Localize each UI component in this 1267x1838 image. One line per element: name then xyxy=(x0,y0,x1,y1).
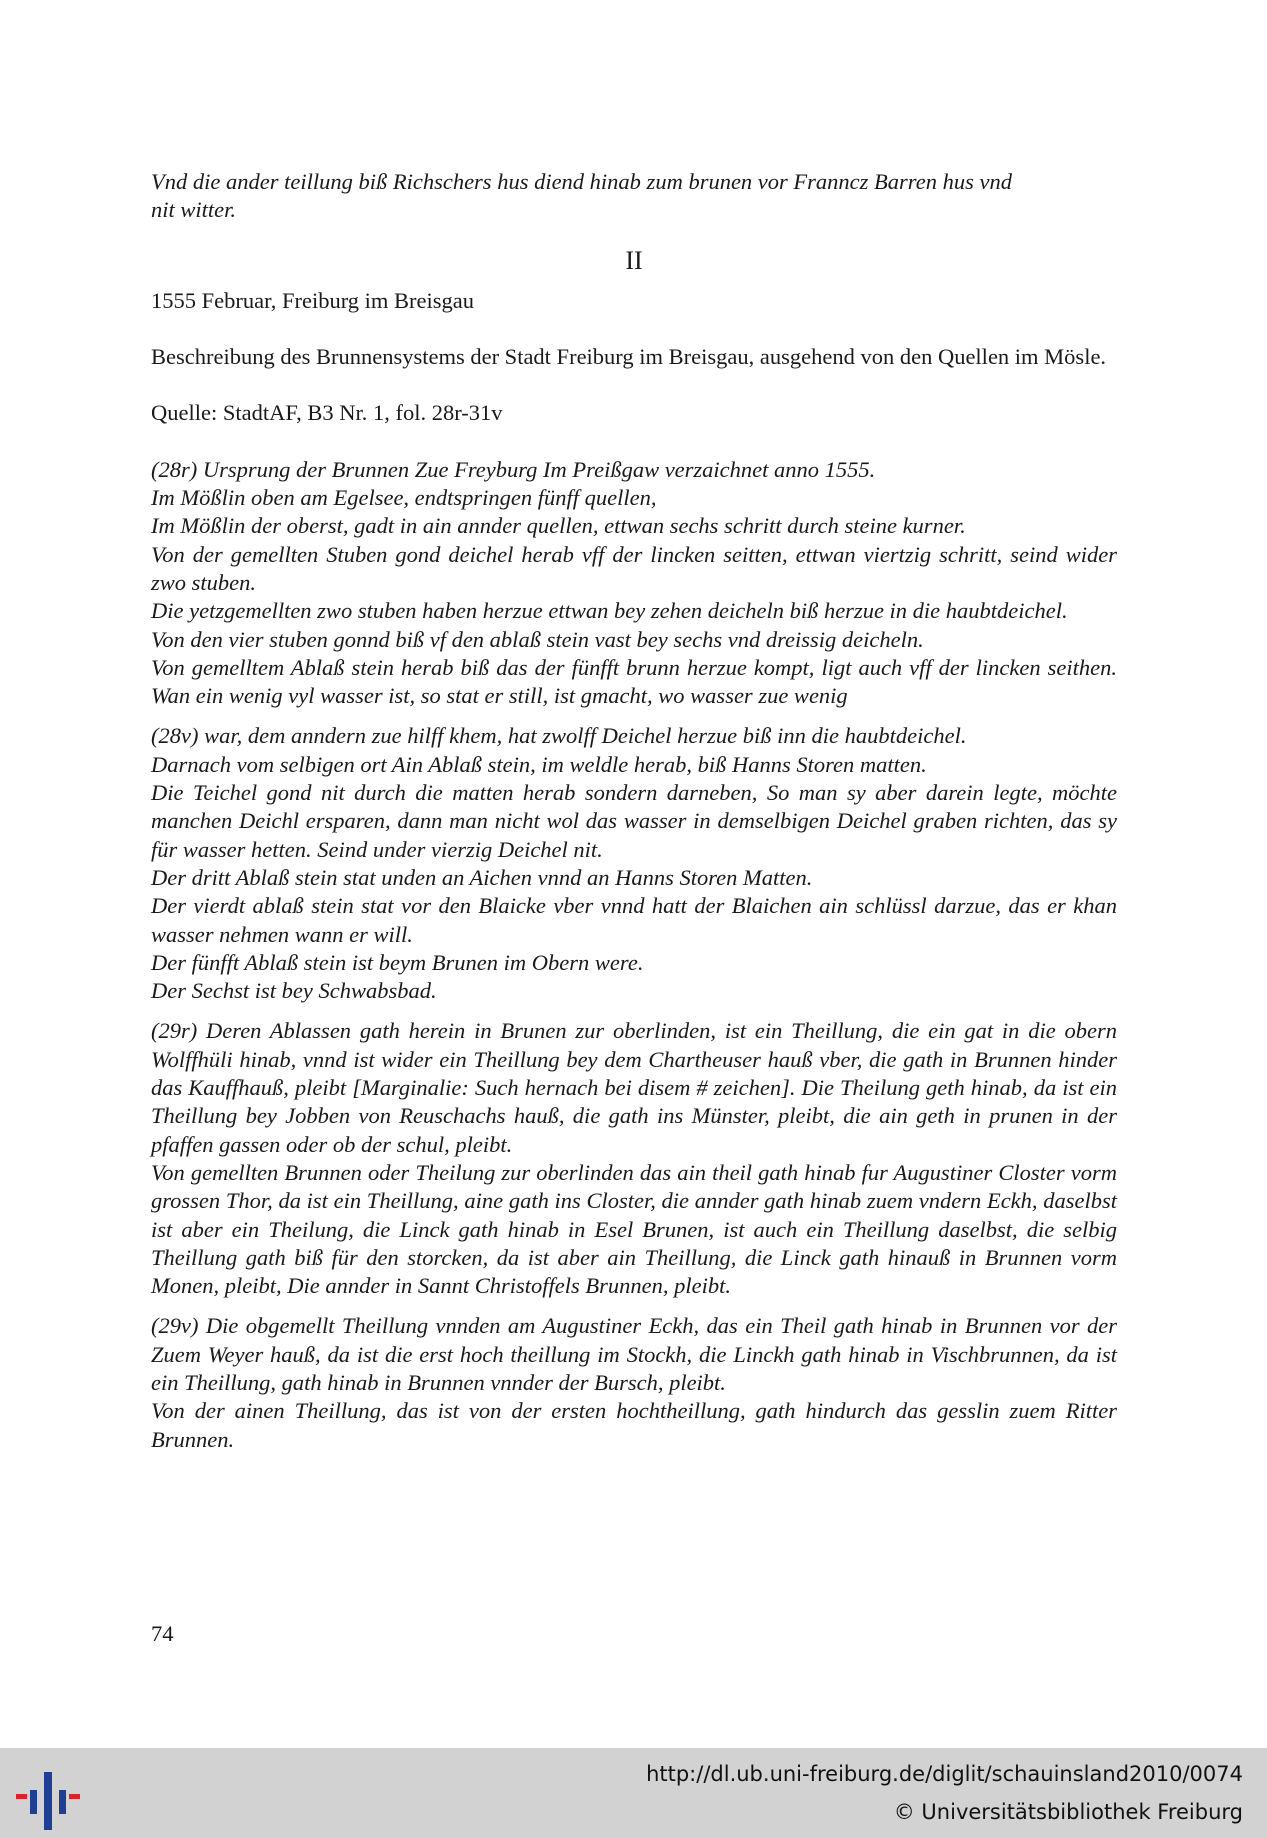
intro-text xyxy=(151,168,1117,225)
copyright: © Universitätsbibliothek Freiburg xyxy=(893,1800,1243,1824)
line-28v-0: (28v) war, dem anndern zue hilff khem, hat zwolff Deichel herzue biß inn die haubtdeichel. xyxy=(151,723,967,749)
intro-line-2: nit witter. xyxy=(151,197,237,223)
section-28r xyxy=(151,456,1117,711)
line-28v-4: Der vierdt ablaß stein stat vor den Blaicke vber vnnd hatt der Blaichen ain schlüssl darzue, das er khan wasser nehmen wann er will. xyxy=(151,893,1117,947)
source-line: Quelle: StadtAF, B3 Nr. 1, fol. 28r-31v xyxy=(151,400,503,426)
line-28v-3: Der dritt Ablaß stein stat unden an Aichen vnnd an Hanns Storen Matten. xyxy=(151,864,813,890)
line-29r-1: Von gemellten Brunnen oder Theilung zur oberlinden das ain theil gath hinab fur Augustiner Closter vorm grossen Thor, da ist ein Theillung, aine gath ins Closter, die annder gath hinab zuem vndern Eckh, daselbst ist aber ein Theilung, die Linck gath hinab in Esel Brunen, ist auch ein Theillung daselbst, die selbig Theillung gath biß für den storcken, da ist aber ain Theillung, die Linck gath hinauß in Brunnen vorm Monen, pleibt, Die annder in Sannt Christoffels Brunnen, pleibt. xyxy=(151,1159,1117,1299)
line-28r-6: Von gemelltem Ablaß stein herab biß das der fünfft brunn herzue kompt, ligt auch vff der lincken seithen. Wan ein wenig vyl wasser ist, so stat er still, ist gmacht, wo wasser zue wenig xyxy=(151,654,1117,709)
document-body xyxy=(151,168,1117,1454)
line-29v-1: Von der ainen Theillung, das ist von der ersten hochtheillung, gath hindurch das gesslin zuem Ritter Brunnen. xyxy=(151,1398,1117,1452)
date-line: 1555 Februar, Freiburg im Breisgau xyxy=(151,287,475,313)
line-28r-0: (28r) Ursprung der Brunnen Zue Freyburg Im Preißgaw verzaichnet anno 1555. xyxy=(151,456,876,482)
page-number: 74 xyxy=(151,1621,174,1646)
line-29v-0: (29v) Die obgemellt Theillung vnnden am Augustiner Eckh, das ein Theil gath hinab in Brunnen vor der Zuem Weyer hauß, da ist die erst hoch theillung im Stockh, die Linckh gath hinab in Vischbrunnen, da ist ein Theillung, gath hinab in Brunnen vnnder der Bursch, pleibt. xyxy=(151,1313,1117,1395)
line-28v-1: Darnach vom selbigen ort Ain Ablaß stein, im weldle herab, biß Hanns Storen matten. xyxy=(151,751,927,777)
line-28r-3: Von der gemellten Stuben gond deichel herab vff der lincken seitten, ettwan viertzig schritt, seind wider zwo stuben. xyxy=(151,541,1117,595)
line-28v-2: Die Teichel gond nit durch die matten herab sondern darneben, So man sy aber darein legte, möchte manchen Deichl ersparen, dann man nicht wol das wasser in demselbigen Deichel graben richten, das sy für wasser hetten. Seind under vierzig Deichel nit. xyxy=(151,780,1117,862)
footer-bar xyxy=(0,1748,1267,1838)
chapter-number: II xyxy=(625,245,643,275)
line-28r-2: Im Mößlin der oberst, gadt in ain annder quellen, ettwan sechs schritt durch steine kurner. xyxy=(151,513,966,539)
section-28v xyxy=(151,722,1117,1005)
section-29r xyxy=(151,1017,1117,1300)
line-28v-5: Der fünfft Ablaß stein ist beym Brunen im Obern were. xyxy=(151,949,644,975)
source-url[interactable]: http://dl.ub.uni-freiburg.de/diglit/schauinsland2010/0074 xyxy=(646,1762,1243,1786)
line-28v-6: Der Sechst ist bey Schwabsbad. xyxy=(151,978,437,1004)
description: Beschreibung des Brunnensystems der Stadt Freiburg im Breisgau, ausgehend von den Quellen im Mösle. xyxy=(151,344,1107,370)
line-29r-0: (29r) Deren Ablassen gath herein in Brunen zur oberlinden, ist ein Theillung, die ein gat in die obern Wolffhüli hinab, vnnd ist wider ein Theillung bey dem Chartheuser hauß vber, die gath in Brunnen hinder das Kauffhauß, pleibt [Marginalie: Such hernach bei disem # zeichen]. Die Theilung geth hinab, da ist ein Theillung bey Jobben von Reuschachs hauß, die gath ins Münster, pleibt, die ain geth in prunen in der pfaffen gassen oder ob der schul, pleibt. xyxy=(151,1018,1117,1157)
line-28r-5: Von den vier stuben gonnd biß vf den ablaß stein vast bey sechs vnd dreissig deicheln. xyxy=(151,626,924,652)
line-28r-1: Im Mößlin oben am Egelsee, endtspringen fünff quellen, xyxy=(151,485,657,511)
line-28r-4: Die yetzgemellten zwo stuben haben herzue ettwan bey zehen deicheln biß herzue in die haubtdeichel. xyxy=(151,598,1068,624)
ub-freiburg-logo-icon xyxy=(14,1760,84,1830)
intro-line-1: Vnd die ander teillung biß Richschers hus diend hinab zum brunen vor Franncz Barren hus vnd xyxy=(151,169,1012,194)
section-29v xyxy=(151,1312,1117,1453)
